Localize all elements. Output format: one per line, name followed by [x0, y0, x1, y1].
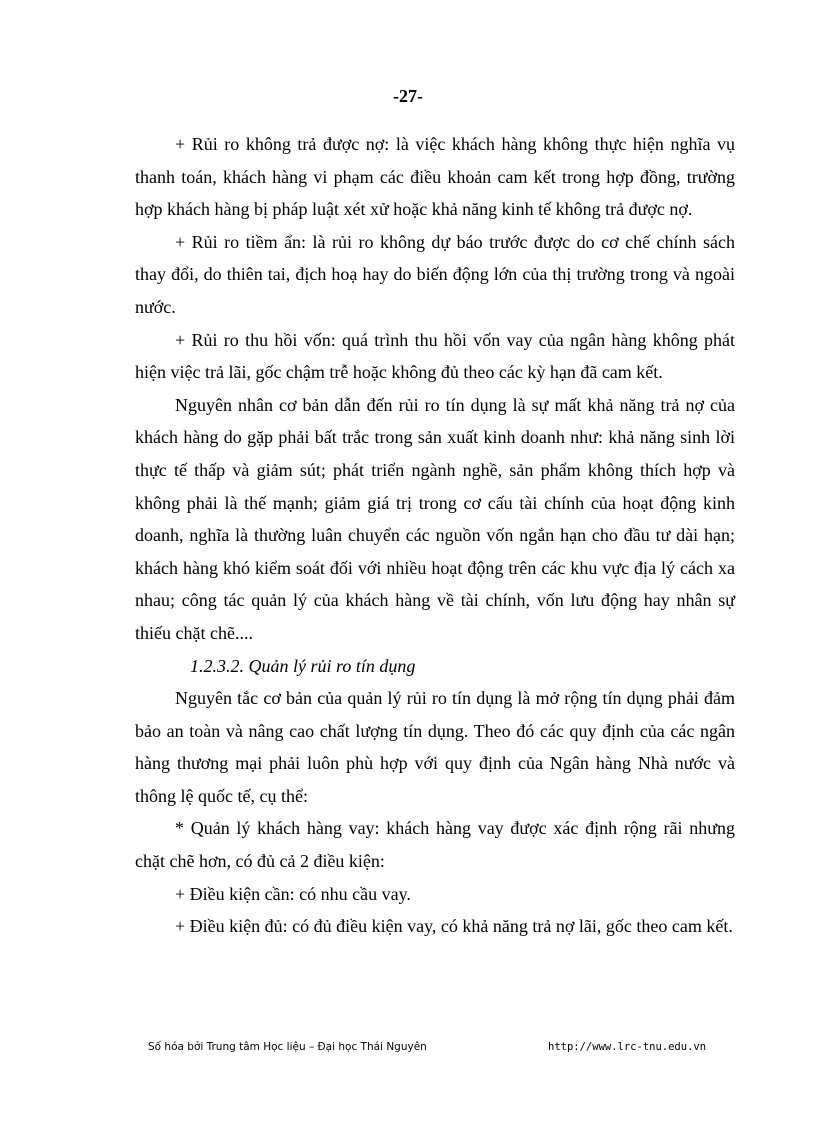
footer-credit: Số hóa bởi Trung tâm Học liệu – Đại học Thái Nguyên	[148, 1041, 427, 1053]
body-text	[135, 128, 735, 943]
page-number: -27-	[393, 86, 423, 106]
paragraph-recovery-risk: + Rủi ro thu hồi vốn: quá trình thu hồi vốn vay của ngân hàng không phát hiện việc trả lãi, gốc chậm trễ hoặc không đủ theo các kỳ hạn đã cam kết.	[135, 329, 735, 383]
section-heading: 1.2.3.2. Quản lý rủi ro tín dụng	[190, 655, 416, 676]
paragraph-principles: Nguyên tắc cơ bản của quản lý rủi ro tín dụng là mở rộng tín dụng phải đảm bảo an toàn và nâng cao chất lượng tín dụng. Theo đó các quy định của các ngân hàng thương mại phải luôn phù hợp với quy định của Ngân hàng Nhà nước và thông lệ quốc tế, cụ thể:	[135, 688, 735, 806]
paragraph-sufficient-condition: + Điều kiện đủ: có đủ điều kiện vay, có khả năng trả nợ lãi, gốc theo cam kết.	[175, 916, 733, 937]
paragraph-necessary-condition: + Điều kiện cần: có nhu cầu vay.	[175, 883, 411, 904]
paragraph-unpaid-debt-risk: + Rủi ro không trả được nợ: là việc khách hàng không thực hiện nghĩa vụ thanh toán, khách hàng vi phạm các điều khoản cam kết trong hợp đồng, trường hợp khách hàng bị pháp luật xét xử hoặc khả năng kinh tế không trả được nợ.	[135, 134, 735, 220]
footer-url: http://www.lrc-tnu.edu.vn	[548, 1041, 707, 1053]
paragraph-root-causes: Nguyên nhân cơ bản dẫn đến rủi ro tín dụng là sự mất khả năng trả nợ của khách hàng do gặp phải bất trắc trong sản xuất kinh doanh như: khả năng sinh lời thực tế thấp và giảm sút; phát triển ngành nghề, sản phẩm không thích hợp và không phải là thế mạnh; giảm giá trị trong cơ cấu tài chính của hoạt động kinh doanh, nghĩa là thường luân chuyển các nguồn vốn ngắn hạn cho đầu tư dài hạn; khách hàng khó kiểm soát đối với nhiều hoạt động trên các khu vực địa lý cách xa nhau; công tác quản lý của khách hàng về tài chính, vốn lưu động hay nhân sự thiếu chặt chẽ....	[135, 394, 735, 643]
paragraph-borrower-management: * Quản lý khách hàng vay: khách hàng vay được xác định rộng rãi nhưng chặt chẽ hơn, có đủ cả 2 điều kiện:	[135, 818, 735, 872]
paragraph-latent-risk: + Rủi ro tiềm ẩn: là rủi ro không dự báo trước được do cơ chế chính sách thay đổi, do thiên tai, địch hoạ hay do biến động lớn của thị trường trong và ngoài nước.	[135, 231, 735, 317]
